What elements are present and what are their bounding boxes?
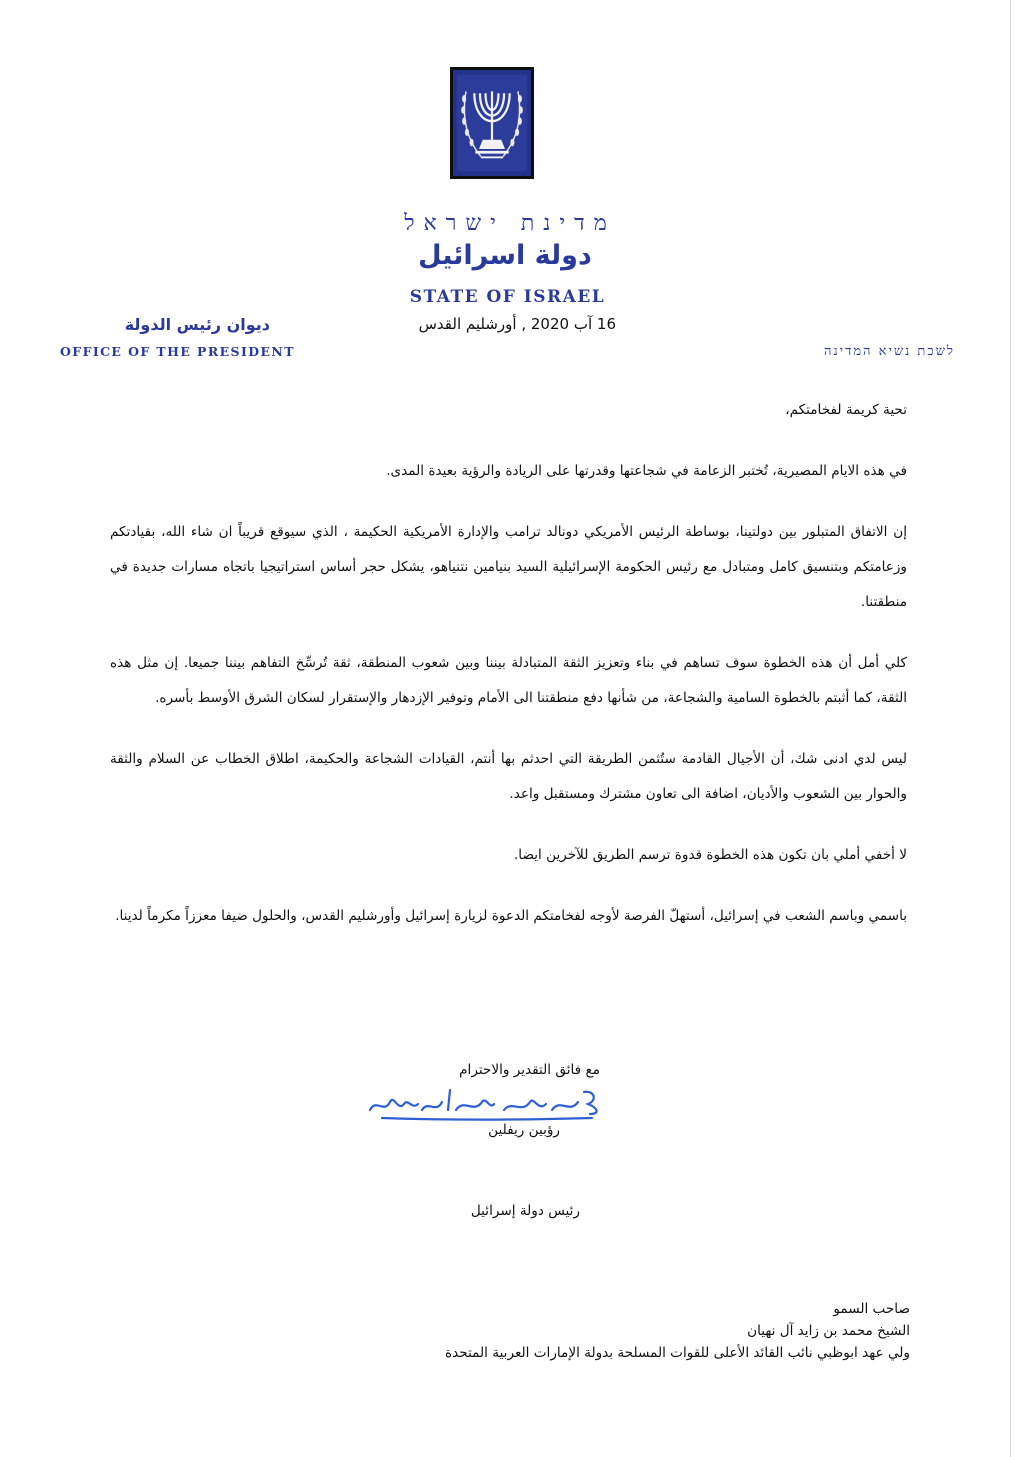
body-paragraph: في هذه الايام المصيرية، تُختبر الزعامة في شجاعتها وقدرتها على الريادة والرؤية بعيدة المدى. <box>386 463 907 479</box>
office-arabic: ديوان رئيس الدولة <box>124 315 270 334</box>
addressee-block <box>300 1298 910 1364</box>
letterhead-english-name: STATE OF ISRAEL <box>409 287 606 307</box>
office-english: OFFICE OF THE PRESIDENT <box>60 344 295 359</box>
addressee-honorific: صاحب السمو <box>833 1301 910 1317</box>
body-paragraph: كلي أمل أن هذه الخطوة سوف تساهم في بناء وتعزيز الثقة المتبادلة بيننا وبين شعوب المنطقة، ثقة تُرسِّخ التفاهم بيننا جميعا. إن مثل هذه الثقة، كما أثبتم بالخطوة السامية والشجاعة، من شأنها دفع منطقتنا الى الأمام وتوفير الإزدهار والإستقرار لسكان الشرق الأوسط بأسره. <box>110 655 907 706</box>
letterhead-arabic-name: دولة اسرائيل <box>418 240 592 271</box>
signatory-title: رئيس دولة إسرائيل <box>470 1203 580 1219</box>
body-paragraph: ليس لدي ادنى شك، أن الأجيال القادمة ستُثمن الطريقة التي احدثم بها أنتم، القيادات الشجاعة والحكيمة، اطلاق الخطاب عن السلام والثقة والحوار بين الشعوب والأديان، اضافة الى تعاون مشترك ومستقبل واعد. <box>110 751 907 802</box>
letter-date: 16 آب 2020 , أورشليم القدس <box>418 315 616 333</box>
letter-body <box>110 393 907 960</box>
closing-salutation: مع فائق التقدير والاحترام <box>459 1062 600 1078</box>
body-paragraph: إن الاتفاق المتبلور بين دولتينا، بوساطة الرئيس الأمريكي دونالد ترامب والإدارة الأمريكية الحكيمة ، الذي سيوقع قريباً ان شاء الله، بقيادتكم وزعامتكم وبتنسيق كامل ومتبادل مع رئيس الحكومة الإسرائيلية السيد بنيامين نتنياهو، يشكل حجر أساس استراتيجيا باتجاه مسارات جديدة في منطقتنا. <box>110 524 907 610</box>
menorah-icon <box>453 70 531 176</box>
handwritten-signature <box>362 1080 607 1122</box>
addressee-position: ولي عهد ابوظبي نائب القائد الأعلى للقوات المسلحة بدولة الإمارات العربية المتحدة <box>445 1345 910 1361</box>
greeting: تحية كريمة لفخامتكم، <box>785 402 907 418</box>
signatory-name: رؤبين ريفلين <box>488 1122 560 1138</box>
office-hebrew: לשכת נשיא המדינה <box>823 344 955 359</box>
body-paragraph: باسمي وباسم الشعب في إسرائيل، أستهلّ الفرصة لأوجه لفخامتكم الدعوة لزيارة إسرائيل وأورشليم القدس، والحلول ضيفا معززاً مكرماً لدينا. <box>115 908 907 924</box>
letterhead-hebrew-name: מדינת ישראל <box>404 211 616 236</box>
menorah-emblem <box>450 67 534 179</box>
addressee-name: الشيخ محمد بن زايد آل نهيان <box>747 1323 910 1339</box>
body-paragraph: لا أخفي أملي بان تكون هذه الخطوة قدوة ترسم الطريق للآخرين ايضا. <box>513 847 907 863</box>
